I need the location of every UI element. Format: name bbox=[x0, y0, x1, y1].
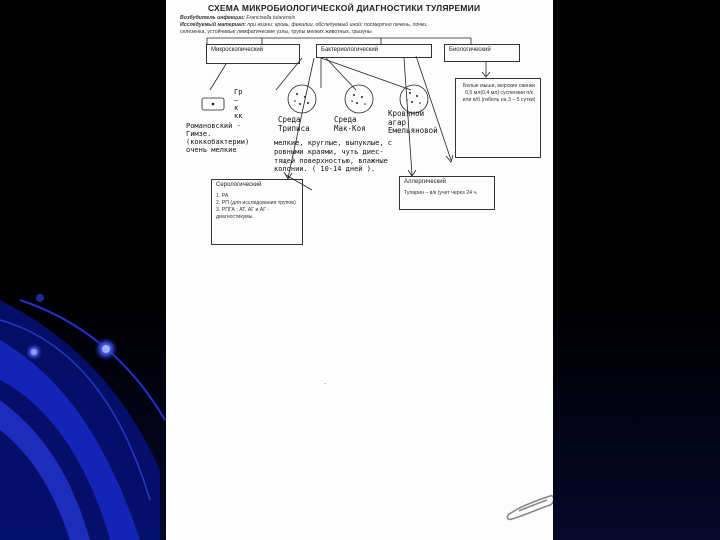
method-box-biological bbox=[444, 44, 520, 62]
gram-note-line: – bbox=[234, 96, 239, 105]
colonies-line: мелкие, круглые, выпуклые, с bbox=[274, 139, 393, 147]
colonies-note bbox=[274, 139, 392, 174]
romanovsky-note bbox=[186, 122, 249, 154]
romanovsky-line: очень мелкие bbox=[186, 146, 237, 155]
material-text: при жизни: кровь, фекалии, обследуемый иной: посмертно печень, почки, bbox=[247, 22, 428, 28]
pathogen-value: Francisella tularensis bbox=[246, 15, 296, 21]
romanovsky-line: Гимзе. bbox=[186, 130, 212, 139]
decor-orb bbox=[31, 349, 37, 355]
medium-note-line: Среда bbox=[278, 115, 301, 124]
serological-item: 2. РП (для исследования трупов) bbox=[216, 200, 296, 207]
pathogen-label: Возбудитель инфекции: bbox=[180, 15, 245, 21]
colonies-line: колонии. ( 10-14 дней ). bbox=[274, 165, 376, 174]
gram-note-line: к bbox=[234, 104, 239, 113]
medium-note-line: агар bbox=[388, 117, 407, 127]
medium-note-line: Мак-Коя bbox=[334, 123, 366, 133]
serological-item: 1. РА bbox=[216, 193, 229, 199]
paper-clip bbox=[507, 496, 553, 520]
material-line-2: селезенка, устойчивые лимфатические узлы, трупы мелких животных, грызуны bbox=[180, 29, 372, 35]
decor-orb bbox=[102, 345, 110, 353]
medium-note-line: Емельяновой bbox=[388, 126, 438, 136]
biological-details-box bbox=[455, 78, 541, 158]
material-line bbox=[180, 23, 428, 28]
method-bacteriological-label: Бактериологический bbox=[321, 47, 379, 53]
romanovsky-line: (коккобактерии) bbox=[186, 138, 250, 147]
colonies-line: тящей поверхностью, влажные bbox=[274, 156, 388, 165]
medium-note-line: Триписа bbox=[278, 123, 310, 133]
romanovsky-line: Романовский - bbox=[186, 122, 241, 130]
document-page bbox=[166, 0, 553, 540]
biological-details-text: Белые мыши, морские свинки 0,5 мл(0,4 мл) суспензии п/к или в/б (гибель на 3 – 5 сутки) bbox=[462, 83, 536, 104]
method-box-microscopic bbox=[206, 44, 300, 64]
gram-note bbox=[234, 88, 242, 120]
pathogen-line bbox=[180, 16, 295, 21]
method-box-bacteriological bbox=[316, 44, 432, 58]
method-serological-label: Серологический bbox=[216, 182, 262, 188]
document-title: СХЕМА МИКРОБИОЛОГИЧЕСКОЙ ДИАГНОСТИКИ ТУЛЯРЕМИИ bbox=[208, 3, 481, 13]
page-mark: . bbox=[324, 377, 327, 386]
decor-orb bbox=[36, 294, 44, 302]
serological-list bbox=[216, 193, 300, 221]
medium-note-2 bbox=[334, 116, 366, 133]
gram-note-line: кк bbox=[234, 112, 243, 121]
material-label: Исследуемый материал: bbox=[180, 22, 246, 28]
method-biological-label: Биологический bbox=[449, 47, 491, 53]
method-allergic-label: Аллергический bbox=[404, 179, 447, 185]
method-box-allergic bbox=[399, 176, 495, 210]
medium-note-3 bbox=[388, 110, 438, 136]
serological-item: 3. РПГА ; АТ, АГ и АГ - диагностикумы. bbox=[216, 207, 270, 221]
colonies-line: ровными краями, чуть диес- bbox=[274, 147, 384, 156]
gram-note-line: Гр bbox=[234, 88, 243, 96]
method-microscopic-label: Микроскопический bbox=[211, 47, 264, 53]
medium-note-line: Кровяной bbox=[388, 109, 425, 118]
method-box-serological bbox=[211, 179, 303, 245]
allergic-details-text: Туларин – в/к (учет через 24 ч. bbox=[404, 190, 478, 196]
medium-note-1 bbox=[278, 116, 310, 133]
medium-note-line: Среда bbox=[334, 115, 357, 124]
